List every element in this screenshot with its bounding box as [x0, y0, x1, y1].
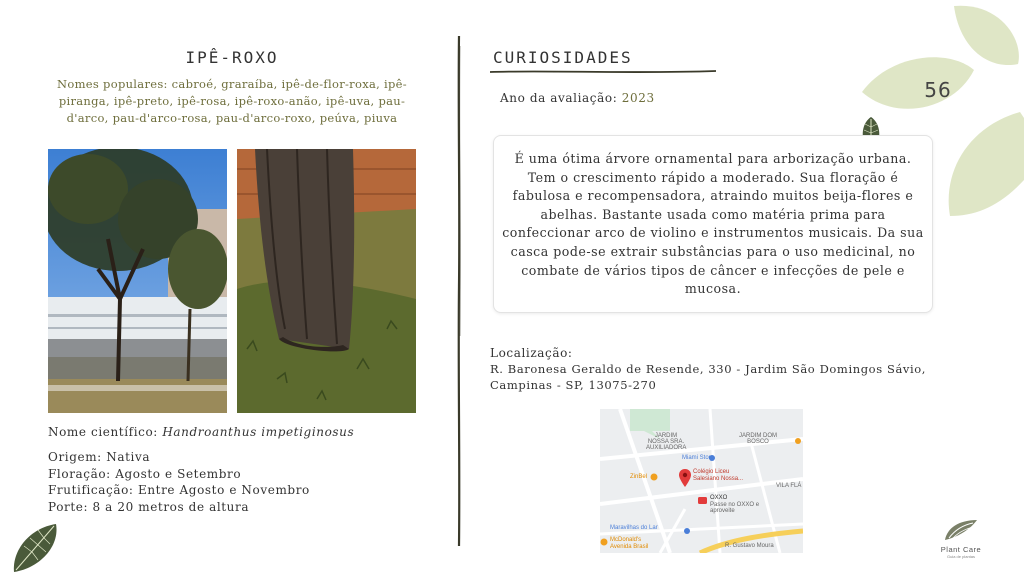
- location-label: Localização:: [490, 346, 573, 360]
- map-label-vila: VILA FLÁ: [776, 483, 802, 489]
- map-pin-icon: [679, 469, 691, 487]
- scientific-name-label: Nome científico:: [48, 425, 163, 439]
- map-label-auxiliadora: JARDIM NOSSA SRA. AUXILIADORA: [646, 433, 687, 451]
- species-title: IPÊ-ROXO: [185, 48, 279, 67]
- map-label-maravilhas: Maravilhas do Lar: [610, 525, 658, 531]
- species-facts: [48, 449, 428, 515]
- evaluation-year-label: Ano da avaliação:: [500, 91, 622, 105]
- brand-logo-icon: [941, 518, 981, 542]
- fruiting: Frutificação: Entre Agosto e Novembro: [48, 483, 310, 497]
- size: Porte: 8 a 20 metros de altura: [48, 499, 250, 514]
- flowering: Floração: Agosto e Setembro: [48, 466, 242, 481]
- map-label-oxxo-promo: Passe no OXXO e aproveite: [710, 502, 760, 514]
- title-underline: [490, 68, 716, 76]
- origin: Origem: Nativa: [48, 450, 151, 464]
- common-names: Nomes populares: cabroé, graraíba, ipê-de-flor-roxa, ipê-piranga, ipê-preto, ipê-rosa, ipê-roxo-anão, ipê-uva, pau-d'arco, pau-d'arco-rosa, pau-d'arco-roxo, peúva, piuva: [57, 77, 407, 125]
- tree-photo: [48, 149, 227, 413]
- map-label-miami-store: Miami Store: [682, 455, 715, 461]
- description-card: [493, 135, 933, 313]
- location-map[interactable]: [600, 409, 803, 553]
- map-label-colegio: Colégio Liceu Salesiano Nossa...: [693, 469, 744, 482]
- page-number: 56: [924, 78, 952, 102]
- location-address: R. Baronesa Geraldo de Resende, 330 - Jardim São Domingos Sávio, Campinas - SP, 13075-270: [490, 362, 927, 392]
- map-label-dom-bosco: JARDIM DOM BOSCO: [739, 433, 777, 445]
- brand-tagline: Guia de plantas: [946, 554, 976, 559]
- map-label-zinbel: ZinBel: [630, 474, 648, 480]
- divider-vertical: [454, 36, 464, 546]
- scientific-name: [48, 424, 428, 441]
- description-text: É uma ótima árvore ornamental para arborização urbana. Tem o crescimento rápido a moderado. Sua floração é fabulosa e recompensadora, atraindo muitos beija-flores e abelhas. Bastante usada como matéria prima para confeccionar arco de violino e instrumentos musicais. Da sua casca pode-se extrair substâncias para o uso medicinal, no combate de vários tipos de câncer e infecções de pele e mucosa.: [502, 151, 924, 297]
- leaf-decoration-bottom-left: [8, 520, 60, 576]
- map-label-oxxo: OXXO: [710, 495, 728, 501]
- map-label-mcdonalds: McDonald's Avenida Brasil: [610, 537, 649, 550]
- evaluation-year-value: 2023: [621, 91, 655, 105]
- scientific-name-value: Handroanthus impetiginosus: [162, 425, 355, 439]
- evaluation-year: [500, 90, 655, 107]
- section-title: CURIOSIDADES: [493, 48, 633, 67]
- trunk-photo: [237, 149, 416, 413]
- map-label-street: R. Gustavo Moura: [725, 543, 774, 549]
- brand-name: Plant Care: [940, 545, 982, 554]
